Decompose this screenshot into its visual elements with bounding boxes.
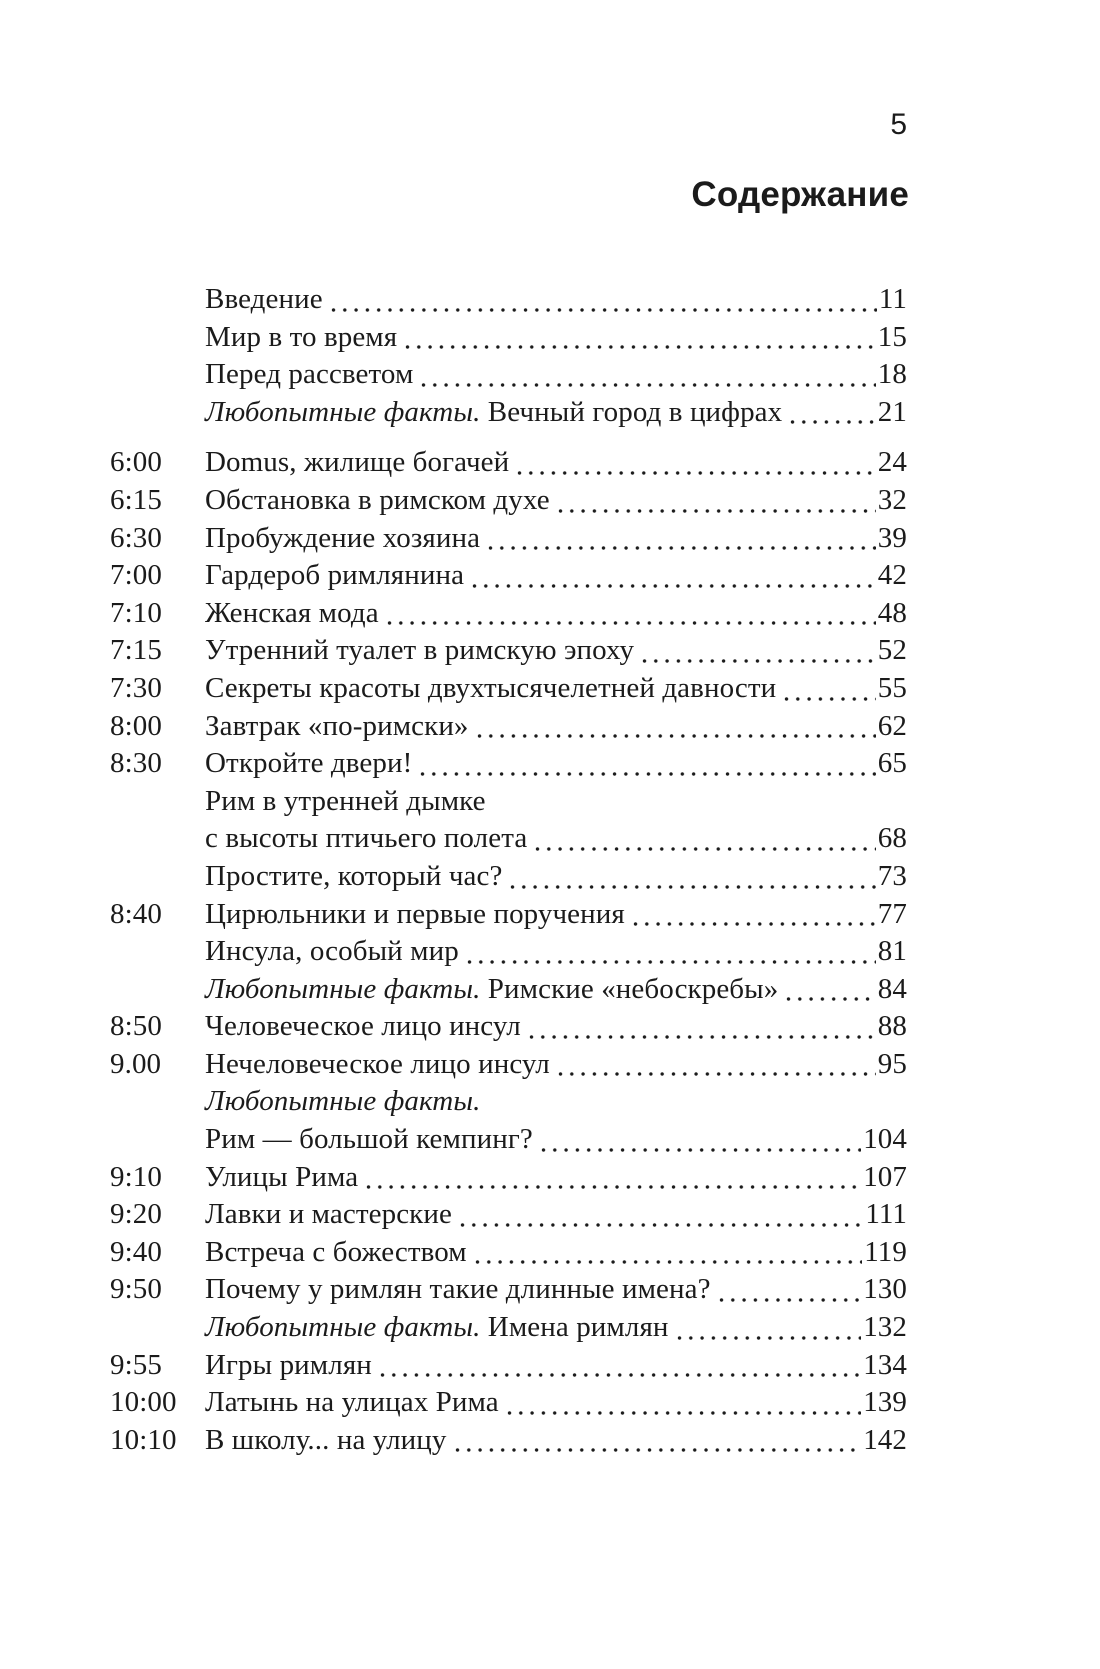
toc-title <box>205 896 625 934</box>
toc-title-text: Откройте двери! <box>205 747 413 780</box>
toc-leader-dots <box>677 1335 862 1341</box>
toc-title-italic: Любопытные факты. <box>205 972 481 1005</box>
toc-page-ref: 68 <box>877 822 907 855</box>
toc-row <box>110 444 907 482</box>
toc-row <box>110 670 907 708</box>
toc-time: 9.00 <box>110 1047 162 1080</box>
toc-title-text: В школу... на улицу <box>205 1423 447 1456</box>
toc-page-ref: 55 <box>877 671 907 704</box>
toc-row <box>110 1422 907 1460</box>
toc-leader-dots <box>405 344 876 350</box>
toc-row <box>110 1083 907 1121</box>
toc-page-ref: 65 <box>877 747 907 780</box>
toc-page-ref: 81 <box>877 935 907 968</box>
toc-page-ref: 21 <box>877 395 907 428</box>
toc-title-text: Пробуждение хозяина <box>205 521 481 554</box>
toc-title <box>205 632 634 670</box>
toc-title <box>205 1422 447 1460</box>
toc-title <box>205 1347 372 1385</box>
toc-title <box>205 1196 452 1234</box>
toc-title <box>205 1234 467 1272</box>
toc-title <box>205 745 412 783</box>
toc-title <box>205 858 502 896</box>
toc-leader-dots <box>488 545 876 551</box>
toc-row <box>110 896 907 934</box>
toc-row <box>110 933 907 971</box>
toc-title-text: Цирюльники и первые поручения <box>205 897 625 930</box>
toc-page-ref: 18 <box>877 358 907 391</box>
toc-row <box>110 482 907 520</box>
toc-title-text: Утренний туалет в римскую эпоху <box>205 634 635 667</box>
toc-row <box>110 858 907 896</box>
toc-title-text: Имена римлян <box>480 1311 669 1344</box>
toc-title-text: Улицы Рима <box>205 1160 359 1193</box>
toc-title-italic: Любопытные факты. <box>205 1085 481 1118</box>
toc-time: 9:50 <box>110 1273 162 1306</box>
toc-page-ref: 77 <box>877 897 907 930</box>
toc-page-ref: 62 <box>877 709 907 742</box>
toc-leader-dots <box>467 959 876 965</box>
toc-row <box>110 1046 907 1084</box>
toc-title-text: Завтрак «по-римски» <box>205 709 469 742</box>
toc-row <box>110 632 907 670</box>
toc-leader-dots <box>719 1297 862 1303</box>
toc-time: 9:20 <box>110 1198 162 1231</box>
toc-title-text: Инсула, особый мир <box>205 935 459 968</box>
toc-leader-dots <box>366 1184 861 1190</box>
toc-title <box>205 520 480 558</box>
toc-title <box>205 1008 521 1046</box>
toc-page-ref: 73 <box>877 859 907 892</box>
toc-title <box>205 783 486 821</box>
toc-row <box>110 1196 907 1234</box>
toc-title <box>205 1046 550 1084</box>
toc-title-text: Гардероб римлянина <box>205 559 465 592</box>
toc-leader-dots <box>633 921 876 927</box>
toc-page-ref: 42 <box>877 559 907 592</box>
toc-time: 8:00 <box>110 709 162 742</box>
toc-row <box>110 356 907 394</box>
toc-title-text: Римские «небоскребы» <box>480 972 779 1005</box>
toc-title-text: с высоты птичьего полета <box>205 822 528 855</box>
toc-leader-dots <box>472 583 876 589</box>
toc-list <box>110 281 907 1459</box>
toc-leader-dots <box>558 508 876 514</box>
toc-page-ref: 119 <box>864 1235 907 1268</box>
toc-page-ref: 130 <box>863 1273 907 1306</box>
toc-page-ref: 11 <box>878 283 907 315</box>
toc-title-text: Рим — большой кемпинг? <box>205 1123 533 1156</box>
toc-leader-dots <box>475 1259 863 1265</box>
toc-title-text: Рим в утренней дымке <box>205 784 486 817</box>
toc-page-ref: 95 <box>877 1047 907 1080</box>
toc-leader-dots <box>477 733 876 739</box>
toc-leader-dots <box>558 1071 876 1077</box>
toc-title <box>205 1309 669 1347</box>
toc-title <box>205 1159 358 1197</box>
toc-page-ref: 24 <box>877 446 907 479</box>
toc-leader-dots <box>420 771 875 777</box>
toc-time: 9:55 <box>110 1348 162 1381</box>
toc-row <box>110 319 907 357</box>
toc-title-text: Domus, жилище богачей <box>205 446 510 479</box>
toc-time: 6:15 <box>110 483 162 516</box>
toc-page-ref: 134 <box>863 1348 907 1381</box>
toc-row <box>110 783 907 821</box>
toc-leader-dots <box>387 620 876 626</box>
toc-title-italic: Любопытные факты. <box>205 1311 481 1344</box>
toc-row <box>110 394 907 432</box>
toc-page-ref: 84 <box>877 972 907 1005</box>
toc-page-ref: 107 <box>863 1160 907 1193</box>
toc-title-text: Простите, который час? <box>205 859 503 892</box>
toc-title <box>205 708 469 746</box>
toc-page-ref: 32 <box>877 483 907 516</box>
toc-row <box>110 1271 907 1309</box>
toc-title <box>205 281 323 319</box>
toc-row <box>110 1008 907 1046</box>
toc-leader-dots <box>517 470 876 476</box>
toc-title-text: Обстановка в римском духе <box>205 483 550 516</box>
page-number: 5 <box>890 108 907 141</box>
toc-page-ref: 111 <box>865 1198 907 1231</box>
toc-time: 8:40 <box>110 897 162 930</box>
toc-page-ref: 52 <box>877 634 907 667</box>
toc-page-ref: 39 <box>877 521 907 554</box>
toc-row <box>110 281 907 319</box>
toc-row <box>110 520 907 558</box>
toc-title <box>205 971 778 1009</box>
toc-row <box>110 745 907 783</box>
toc-title-text: Женская мода <box>205 596 379 629</box>
toc-title-text: Почему у римлян такие длинные имена? <box>205 1273 711 1306</box>
toc-page-ref: 48 <box>877 596 907 629</box>
toc-title <box>205 482 550 520</box>
toc-title <box>205 319 397 357</box>
toc-title-text: Лавки и мастерские <box>205 1198 452 1231</box>
toc-time: 10:00 <box>110 1386 177 1419</box>
toc-page-ref: 132 <box>863 1311 907 1344</box>
toc-row <box>110 820 907 858</box>
toc-leader-dots <box>790 419 876 425</box>
toc-leader-dots <box>510 884 875 890</box>
toc-title-text: Секреты красоты двухтысячелетней давности <box>205 671 777 704</box>
toc-title <box>205 394 782 432</box>
toc-title-text: Вечный город в цифрах <box>480 395 783 428</box>
toc-title <box>205 1384 499 1422</box>
toc-page-ref: 104 <box>863 1123 907 1156</box>
toc-row <box>110 1234 907 1272</box>
contents-title: Содержание <box>691 175 909 214</box>
toc-time: 9:10 <box>110 1160 162 1193</box>
toc-row <box>110 1309 907 1347</box>
toc-leader-dots <box>642 658 876 664</box>
toc-title-italic: Любопытные факты. <box>205 395 481 428</box>
toc-row <box>110 708 907 746</box>
toc-time: 7:30 <box>110 671 162 704</box>
toc-time: 7:10 <box>110 596 162 629</box>
toc-time: 10:10 <box>110 1423 177 1456</box>
toc-leader-dots <box>331 307 877 313</box>
toc-title <box>205 1083 480 1121</box>
toc-leader-dots <box>784 696 876 702</box>
toc-title <box>205 820 527 858</box>
toc-title <box>205 595 379 633</box>
toc-page-ref: 88 <box>877 1010 907 1043</box>
toc-row <box>110 971 907 1009</box>
toc-time: 6:30 <box>110 521 162 554</box>
toc-row <box>110 557 907 595</box>
toc-leader-dots <box>380 1372 861 1378</box>
toc-row <box>110 595 907 633</box>
toc-title <box>205 1271 711 1309</box>
toc-time: 8:30 <box>110 747 162 780</box>
toc-title-text: Мир в то время <box>205 320 398 353</box>
toc-title <box>205 670 776 708</box>
toc-leader-dots <box>455 1447 862 1453</box>
toc-leader-dots <box>421 382 875 388</box>
toc-leader-dots <box>541 1147 861 1153</box>
toc-title-text: Латынь на улицах Рима <box>205 1386 499 1419</box>
toc-title <box>205 356 413 394</box>
toc-title-text: Введение <box>205 283 323 315</box>
toc-time: 9:40 <box>110 1235 162 1268</box>
toc-title <box>205 1121 533 1159</box>
toc-leader-dots <box>507 1410 861 1416</box>
toc-row <box>110 1384 907 1422</box>
toc-page-ref: 142 <box>863 1423 907 1456</box>
toc-time: 7:15 <box>110 634 162 667</box>
toc-page-ref: 15 <box>877 320 907 353</box>
toc-title-text: Нечеловеческое лицо инсул <box>205 1047 550 1080</box>
toc-title-text: Игры римлян <box>205 1348 372 1381</box>
toc-title-text: Встреча с божеством <box>205 1235 467 1268</box>
toc-leader-dots <box>529 1034 876 1040</box>
toc-title <box>205 444 509 482</box>
toc-title <box>205 933 459 971</box>
toc-page-ref: 139 <box>863 1386 907 1419</box>
toc-time: 8:50 <box>110 1010 162 1043</box>
toc-title-text: Перед рассветом <box>205 358 414 391</box>
toc-leader-dots <box>535 846 876 852</box>
toc-row <box>110 1347 907 1385</box>
toc-row <box>110 1159 907 1197</box>
toc-time: 6:00 <box>110 446 162 479</box>
toc-time: 7:00 <box>110 559 162 592</box>
toc-row <box>110 1121 907 1159</box>
toc-leader-dots <box>786 996 875 1002</box>
toc-leader-dots <box>460 1222 863 1228</box>
toc-title <box>205 557 464 595</box>
toc-title-text: Человеческое лицо инсул <box>205 1010 521 1043</box>
